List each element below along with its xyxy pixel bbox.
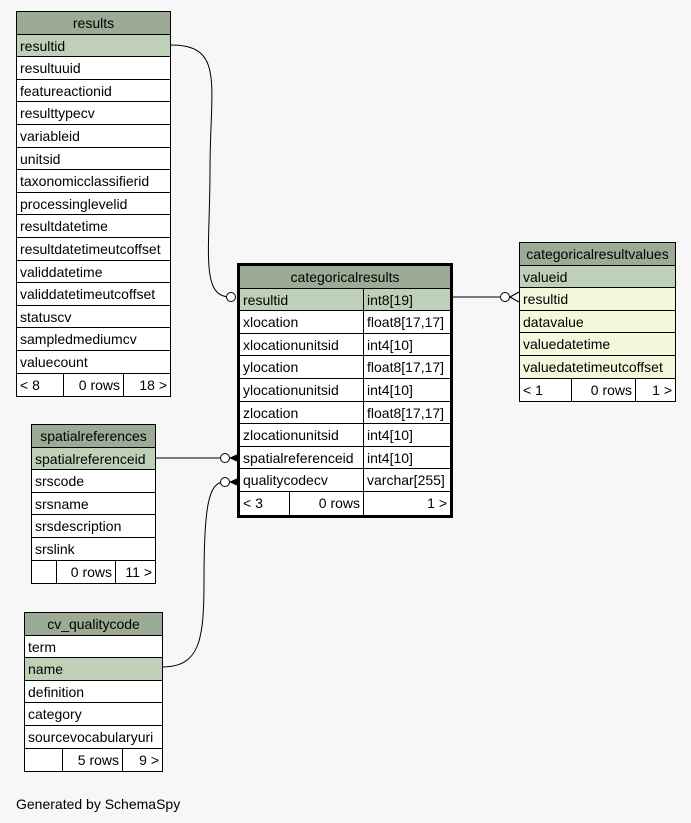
- children-count[interactable]: 1 >: [652, 381, 672, 398]
- row-count: 0 rows: [57, 561, 116, 584]
- parents-count: [32, 561, 57, 584]
- table-cv_qualitycode[interactable]: [24, 612, 163, 772]
- generated-by-label: Generated by SchemaSpy: [16, 796, 181, 812]
- row-count: 5 rows: [63, 749, 123, 772]
- column-name: spatialreferenceid: [240, 447, 364, 469]
- table-spatialreferences[interactable]: [31, 424, 156, 584]
- table-footer: [240, 492, 450, 515]
- column-row[interactable]: statuscv: [17, 306, 170, 329]
- column-row[interactable]: definition: [25, 681, 162, 704]
- column-row[interactable]: resultid: [520, 288, 675, 311]
- table-results[interactable]: [16, 11, 171, 397]
- column-row[interactable]: [240, 379, 450, 402]
- column-row[interactable]: resultdatetime: [17, 215, 170, 238]
- column-name: ylocationunitsid: [240, 379, 364, 401]
- column-row[interactable]: [240, 469, 450, 492]
- column-name: xlocationunitsid: [240, 334, 364, 356]
- edge-end-circle: [227, 293, 236, 302]
- column-row[interactable]: [240, 424, 450, 447]
- column-row[interactable]: srslink: [32, 538, 155, 561]
- column-name: qualitycodecv: [240, 469, 364, 491]
- column-row[interactable]: resultuuid: [17, 57, 170, 80]
- row-count: 0 rows: [290, 492, 364, 515]
- column-row[interactable]: sampledmediumcv: [17, 328, 170, 351]
- table-footer: [17, 374, 170, 397]
- column-row[interactable]: valuedatetime: [520, 333, 675, 356]
- parents-count: [25, 749, 63, 772]
- column-name: ylocation: [240, 356, 364, 378]
- column-row[interactable]: [240, 402, 450, 425]
- edge-cv_qualitycode-categoricalresults: [162, 482, 224, 667]
- edge-end-circle: [501, 293, 510, 302]
- crowfoot-mark: [510, 292, 519, 302]
- table-footer: [25, 749, 162, 772]
- children-count[interactable]: 11 >: [125, 563, 152, 580]
- column-row[interactable]: [240, 334, 450, 357]
- column-type: int4[10]: [367, 427, 413, 444]
- column-row[interactable]: resultdatetimeutcoffset: [17, 238, 170, 261]
- column-type: float8[17,17]: [367, 404, 445, 421]
- column-row[interactable]: srscode: [32, 470, 155, 493]
- column-row[interactable]: resulttypecv: [17, 102, 170, 125]
- column-type: float8[17,17]: [367, 314, 445, 331]
- column-row[interactable]: taxonomicclassifierid: [17, 170, 170, 193]
- column-type: int8[19]: [367, 291, 413, 308]
- children-count[interactable]: 18 >: [139, 376, 167, 393]
- column-row[interactable]: variableid: [17, 125, 170, 148]
- children-count[interactable]: 1 >: [427, 494, 447, 511]
- column-row[interactable]: [240, 356, 450, 379]
- column-row[interactable]: category: [25, 703, 162, 726]
- column-row[interactable]: srsname: [32, 493, 155, 516]
- column-row[interactable]: [240, 289, 450, 312]
- table-categoricalresults[interactable]: [237, 263, 453, 518]
- column-row[interactable]: name: [25, 658, 162, 681]
- column-type: varchar[255]: [367, 472, 445, 489]
- table-header[interactable]: cv_qualitycode: [25, 613, 162, 636]
- column-row[interactable]: valueid: [520, 266, 675, 289]
- column-row[interactable]: unitsid: [17, 148, 170, 171]
- column-name: xlocation: [240, 311, 364, 333]
- column-row[interactable]: valuecount: [17, 351, 170, 374]
- column-type: float8[17,17]: [367, 359, 445, 376]
- column-row[interactable]: spatialreferenceid: [32, 448, 155, 471]
- edge-end-circle: [221, 454, 230, 463]
- edge-results-categoricalresults: [171, 45, 230, 297]
- column-row[interactable]: validdatetime: [17, 261, 170, 284]
- parents-count[interactable]: < 1: [520, 379, 572, 402]
- table-header[interactable]: categoricalresultvalues: [520, 243, 675, 266]
- column-row[interactable]: sourcevocabularyuri: [25, 726, 162, 749]
- column-row[interactable]: term: [25, 636, 162, 659]
- table-footer: [32, 561, 155, 584]
- column-row[interactable]: [240, 447, 450, 470]
- column-name: zlocationunitsid: [240, 424, 364, 446]
- column-row[interactable]: resultid: [17, 35, 170, 58]
- table-footer: [520, 379, 675, 402]
- column-row[interactable]: [240, 311, 450, 334]
- row-count: 0 rows: [572, 379, 636, 402]
- table-header[interactable]: results: [17, 12, 170, 35]
- column-type: int4[10]: [367, 336, 413, 353]
- column-type: int4[10]: [367, 449, 413, 466]
- column-row[interactable]: valuedatetimeutcoffset: [520, 356, 675, 379]
- column-row[interactable]: datavalue: [520, 311, 675, 334]
- row-count: 0 rows: [64, 374, 124, 397]
- column-row[interactable]: processinglevelid: [17, 193, 170, 216]
- column-name: zlocation: [240, 402, 364, 424]
- column-name: resultid: [240, 289, 364, 311]
- column-row[interactable]: featureactionid: [17, 80, 170, 103]
- children-count[interactable]: 9 >: [139, 751, 159, 768]
- table-categoricalresultvalues[interactable]: [519, 242, 676, 402]
- parents-count[interactable]: < 8: [17, 374, 64, 397]
- parents-count[interactable]: < 3: [240, 492, 290, 515]
- column-row[interactable]: validdatetimeutcoffset: [17, 283, 170, 306]
- column-row[interactable]: srsdescription: [32, 515, 155, 538]
- table-header[interactable]: spatialreferences: [32, 425, 155, 448]
- column-type: int4[10]: [367, 381, 413, 398]
- table-header[interactable]: categoricalresults: [240, 266, 450, 289]
- edge-end-circle: [221, 478, 230, 487]
